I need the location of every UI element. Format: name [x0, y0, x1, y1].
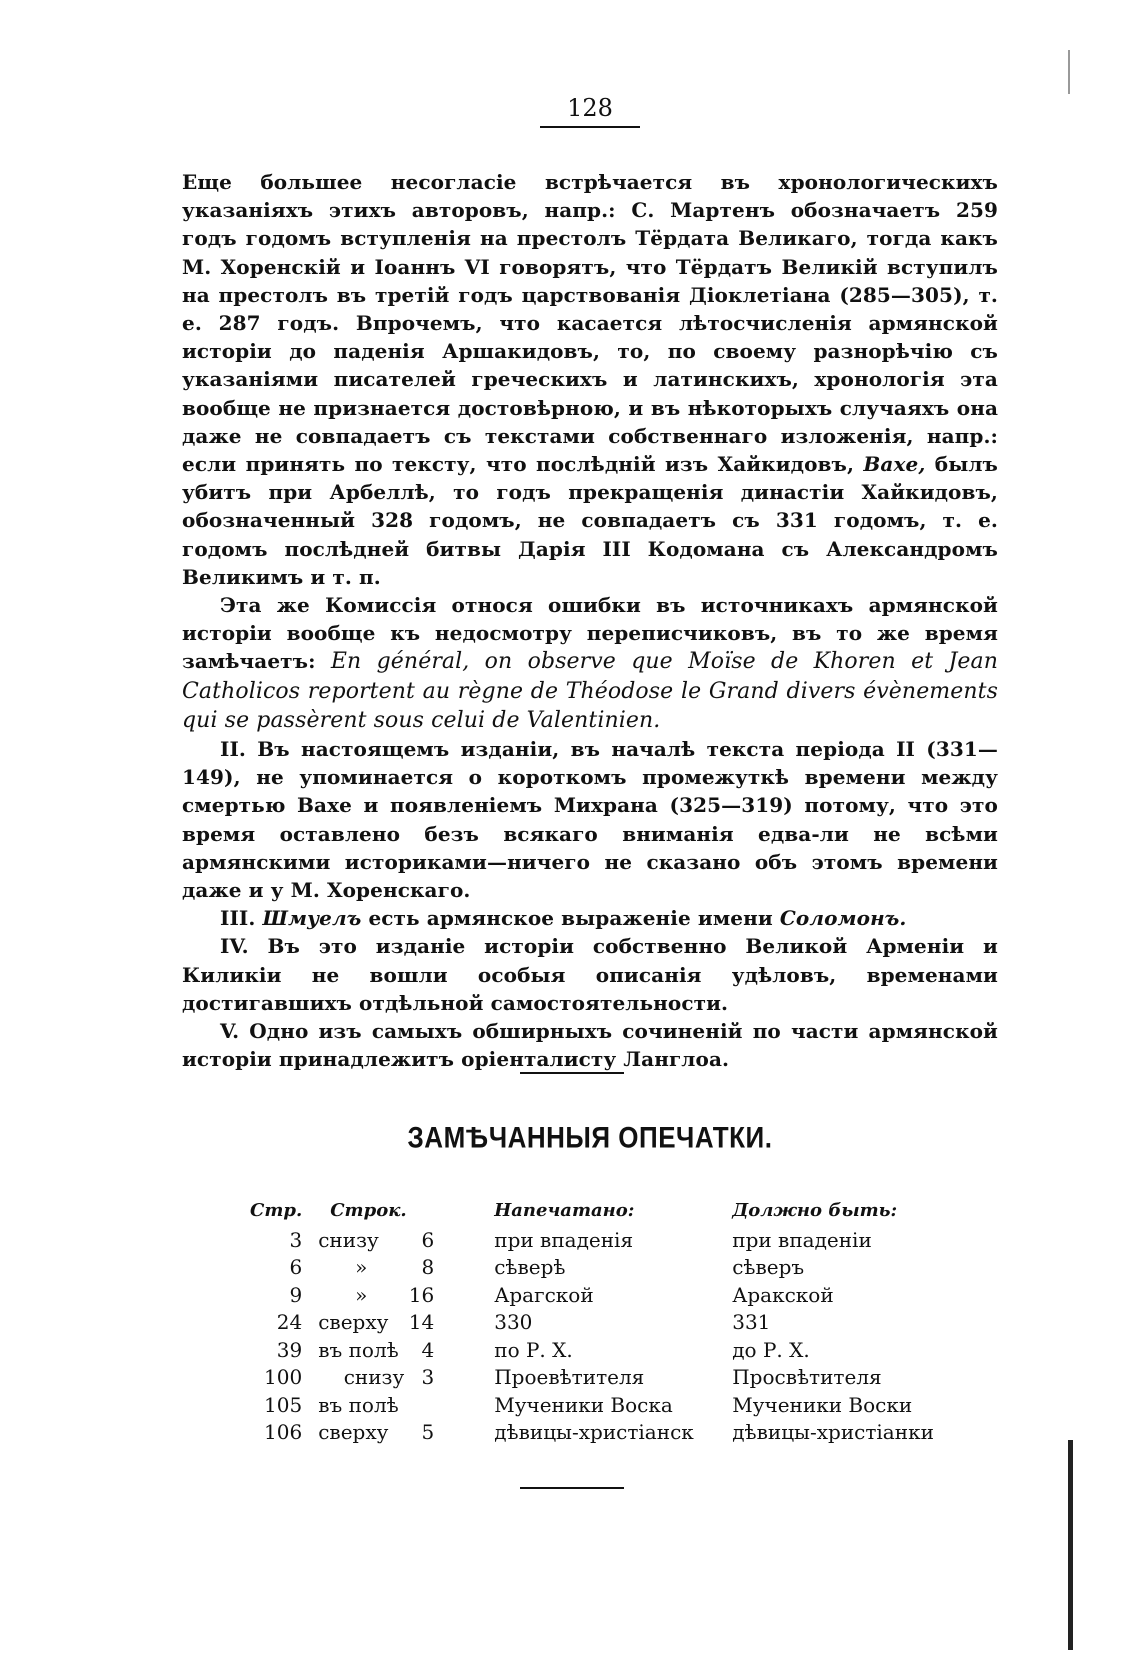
note-number: V. — [220, 1019, 240, 1044]
header-line: Строк. — [330, 1199, 407, 1221]
table-row: 105 въ полѣ Мученики Воска Мученики Воски — [264, 1392, 913, 1417]
table-row: 100 снизу 3 Проевѣтителя Просвѣтителя — [264, 1365, 882, 1390]
table-row: 24 сверху 14 330 331 — [276, 1310, 771, 1335]
header-correct: Должно быть: — [732, 1199, 898, 1221]
page-number: 128 — [540, 94, 640, 128]
table-row: 6 » 8 сѣверѣ сѣверъ — [289, 1255, 805, 1280]
paragraph-note-3: III. Шмуелъ есть армянское выраженіе имени Соломонъ. — [220, 906, 907, 931]
divider-top — [520, 1072, 624, 1074]
paragraph-note-5: V. Одно изъ самыхъ обширныхъ сочиненій по части армянской исторіи принадлежитъ оріенталисту Ланглоа. — [182, 1019, 998, 1072]
french-quote: En général, on observe que Moïse de Khoren et Jean Catholicos reportent au règne de Théodose le Grand divers évènements qui se passèrent sous celui de Valentinien. — [182, 649, 998, 733]
name-vakhe: Ваxе, — [863, 452, 926, 477]
scan-binding-edge — [1068, 1440, 1073, 1650]
errata-table — [250, 1196, 962, 1446]
note-number: III. — [220, 906, 256, 931]
paragraph-commission: Эта же Комиссія относя ошибки въ источникахъ армянской исторіи вообще къ недосмотру переписчиковъ, въ то же время замѣчаетъ: En général, on observe que Moïse de Khoren et Jean Catholicos reportent au règne de Théodose le Grand divers évènements qui se passèrent sous celui de Valentinien. — [182, 593, 998, 733]
table-row: 9 » 16 Арагской Аракской — [289, 1282, 834, 1307]
paragraph-note-2: II. Въ настоящемъ изданіи, въ началѣ текста періода II (331—149), не упоминается о короткомъ промежуткѣ времени между смертью Ваxе и появленіемъ Михрана (325—319) потому, что это время оставлено безъ всякаго вниманія едва-ли не всѣми армянскими историками—ничего не сказано объ этомъ времени даже и у М. Хоренскаго. — [182, 737, 998, 903]
header-page: Стр. — [250, 1199, 303, 1221]
errata-title: ЗАМѢЧАННЫЯ ОПЕЧАТКИ. — [407, 1119, 773, 1155]
main-text — [182, 168, 998, 1074]
table-row: 106 сверху 5 дѣвицы-христіанск дѣвицы-христіанки — [264, 1420, 934, 1445]
paragraph-note-4: IV. Въ это изданіе исторіи собственно Великой Арменіи и Киликіи не вошли особыя описанія удѣловъ, временами достигавшихъ отдѣльной самостоятельности. — [182, 934, 998, 1015]
divider-bottom — [520, 1487, 624, 1489]
scan-margin-mark — [1068, 50, 1070, 94]
note-number: II. — [220, 737, 246, 762]
table-row: 3 снизу 6 при впаденія при впаденіи — [289, 1227, 872, 1252]
note-number: IV. — [220, 934, 249, 959]
table-row: 39 въ полѣ 4 по Р. Х. до Р. Х. — [276, 1337, 810, 1362]
errata-header-row — [250, 1196, 962, 1226]
header-printed: Напечатано: — [494, 1199, 635, 1221]
paragraph-chronology: Еще большее несогласіе встрѣчается въ хронологическихъ указаніяхъ этихъ авторовъ, напр.: С. Мартенъ обозначаетъ 259 годъ годомъ вступленія на престолъ Тёрдата Великаго, тогда какъ М. Хоренскій и Іоаннъ VI говорятъ, что Тёрдатъ Великій вступилъ на престолъ въ третій годъ царствованія Діоклетіана (285—305), т. е. 287 годъ. Впрочемъ, что касается лѣтосчисленія армянской исторіи до паденія Аршакидовъ, то, по своему разнорѣчію съ указаніями писателей греческихъ и латинскихъ, хронологія эта вообще не признается достовѣрною, и въ нѣкоторыхъ случаяхъ она даже не совпадаетъ съ текстами собственнаго изложенія, напр.: если принять по тексту, что послѣдній изъ Хайкидовъ, Ваxе, былъ убитъ при Арбеллѣ, то годъ прекращенія династіи Хайкидовъ, обозначенный 328 годомъ, не совпадаетъ съ 331 годомъ, т. е. годомъ послѣдней битвы Дарія III Кодомана съ Александромъ Великимъ и т. п. — [182, 170, 998, 589]
